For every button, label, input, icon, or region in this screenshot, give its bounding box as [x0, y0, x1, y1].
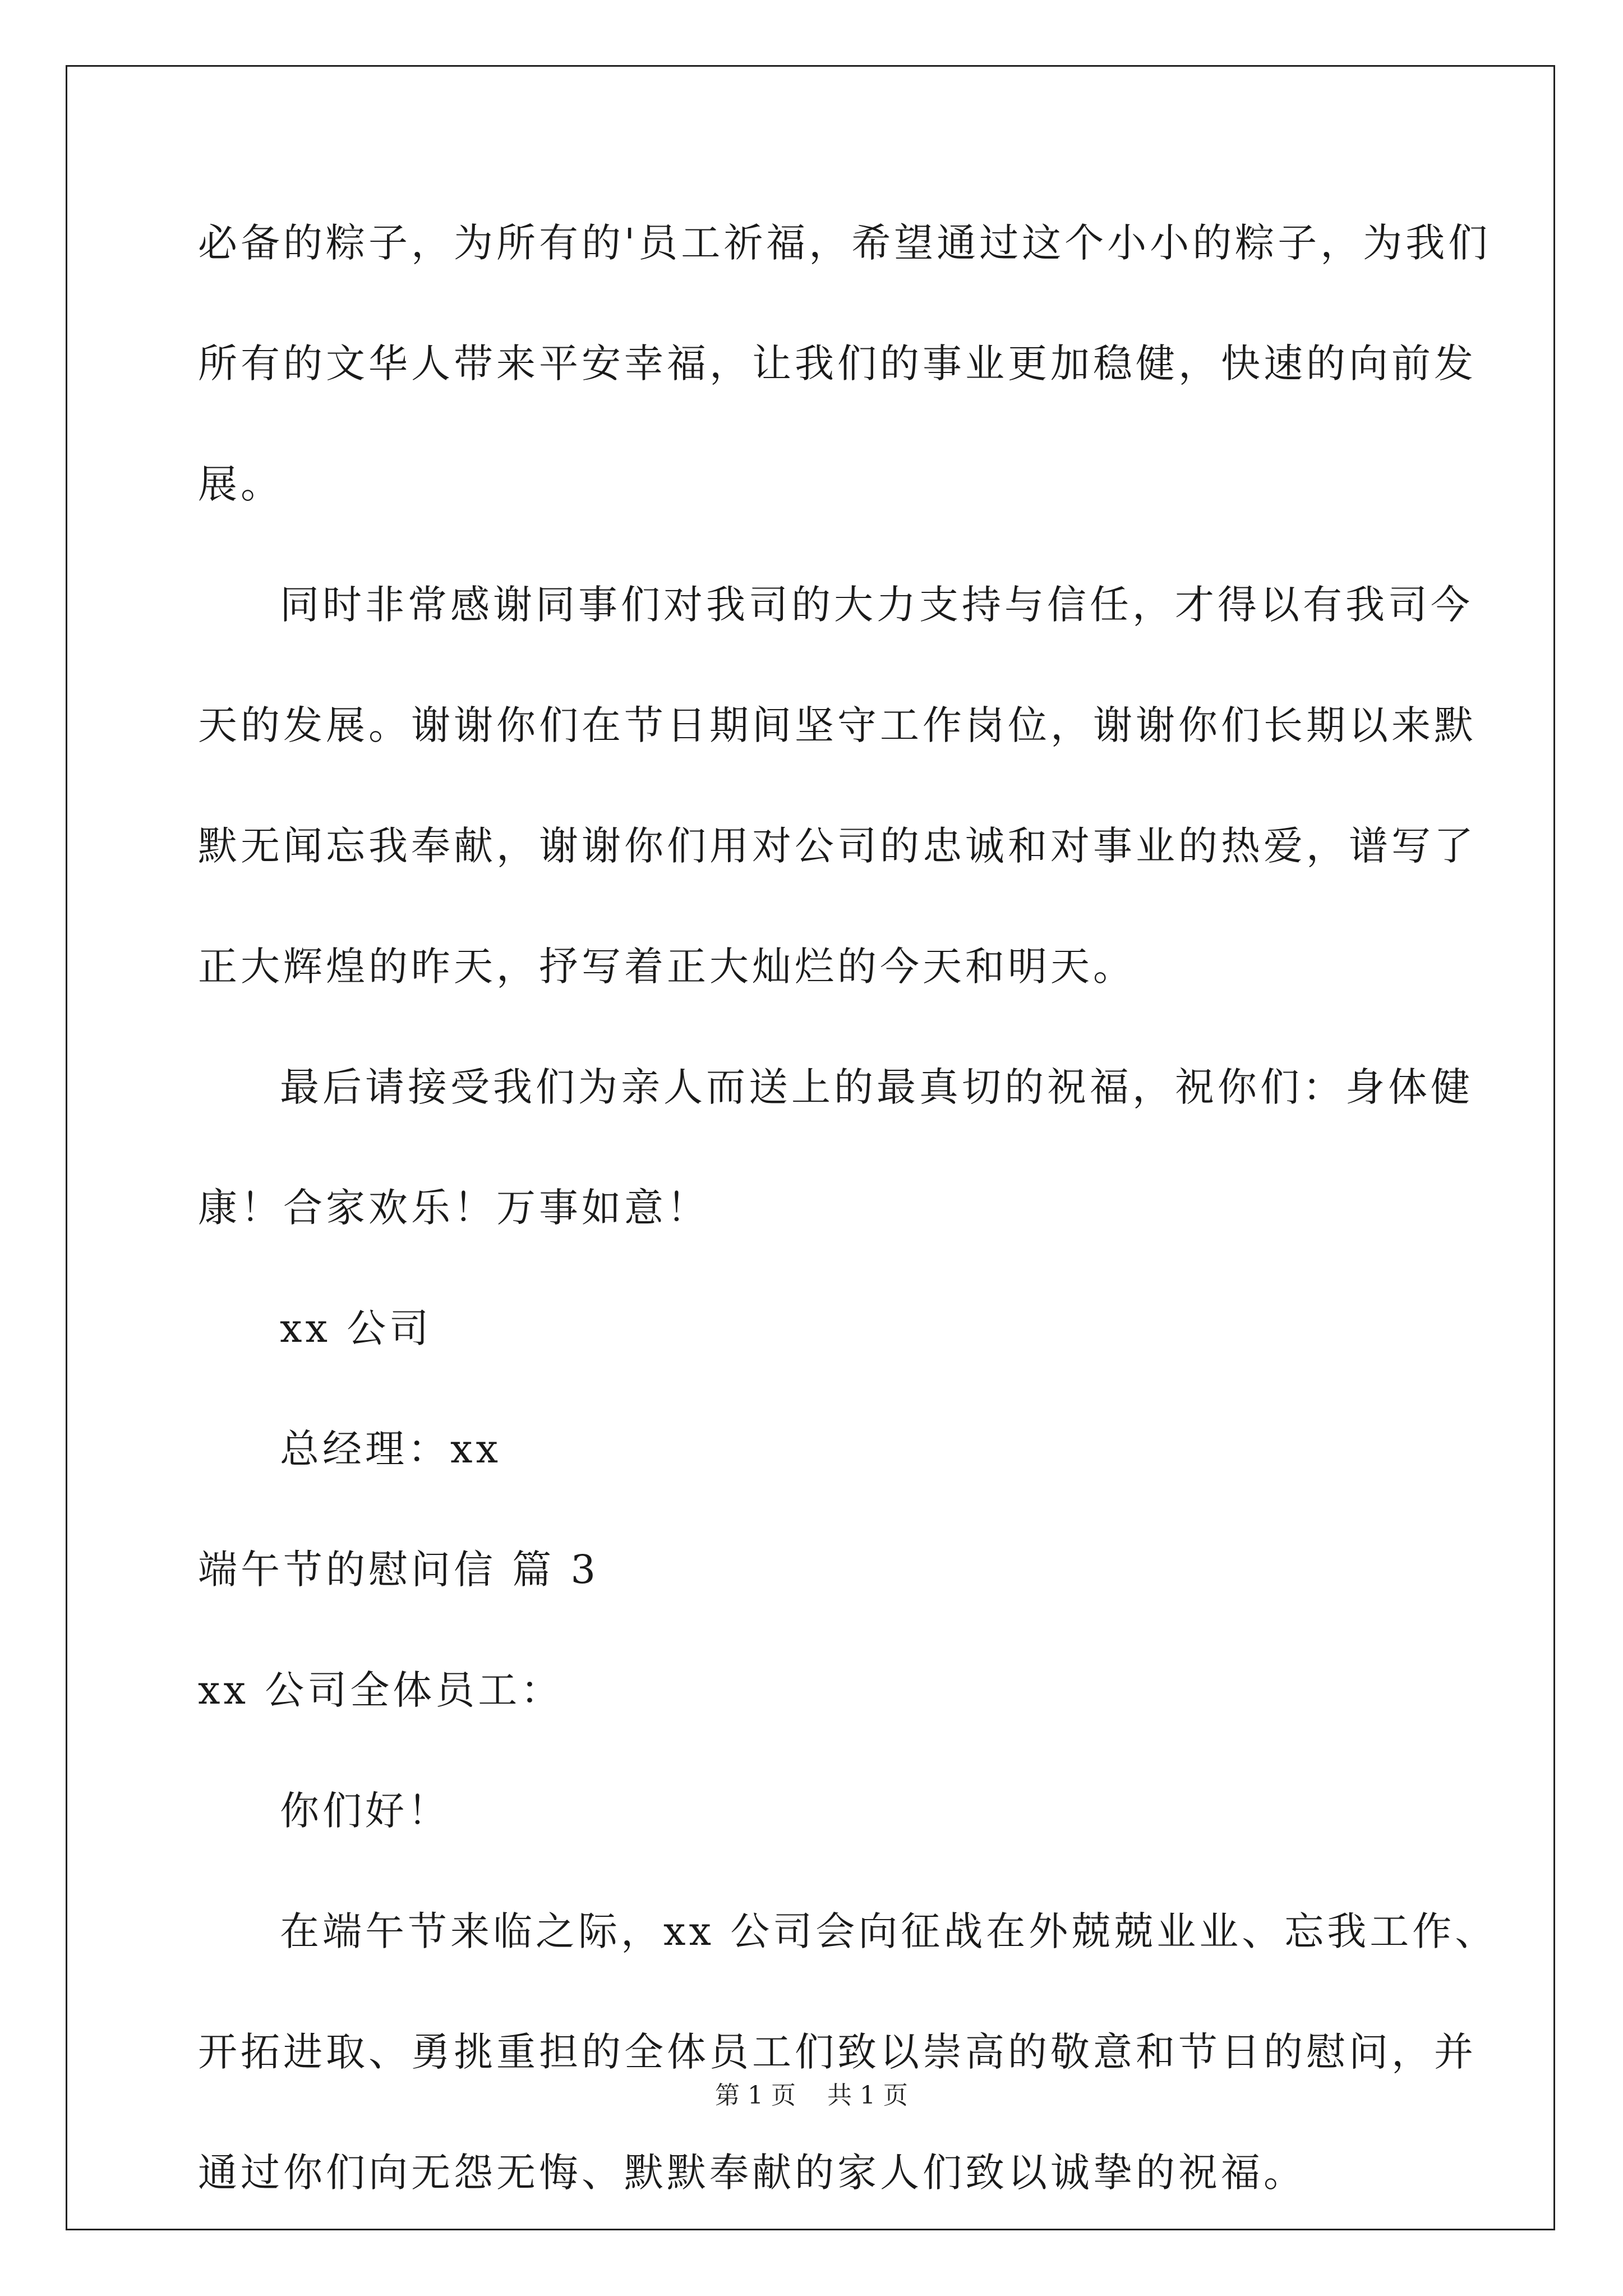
letter-salutation: xx 公司全体员工：: [198, 1667, 564, 1713]
paragraph-line: 同时非常感谢同事们对我司的大力支持与信任，才得以有我司今: [280, 582, 1473, 628]
greeting-line: 你们好！: [280, 1788, 450, 1834]
signature-manager: 总经理：xx: [280, 1426, 501, 1472]
paragraph-line: 通过你们向无怨无悔、默默奉献的家人们致以诚挚的祝福。: [198, 2150, 1306, 2196]
paragraph-line: 必备的粽子，为所有的'员工祈福，希望通过这个小小的粽子，为我们: [198, 220, 1491, 266]
section-heading: 端午节的慰问信 篇 3: [198, 1547, 600, 1593]
paragraph-line: 天的发展。谢谢你们在节日期间坚守工作岗位，谢谢你们长期以来默: [198, 702, 1477, 748]
paragraph-line: 正大辉煌的昨天，抒写着正大灿烂的今天和明天。: [198, 944, 1136, 990]
signature-company: xx 公司: [280, 1305, 432, 1351]
paragraph-line: 康！合家欢乐！万事如意！: [198, 1185, 709, 1231]
paragraph-line: 展。: [198, 461, 283, 507]
paragraph-line: 所有的文华人带来平安幸福，让我们的事业更加稳健，快速的向前发: [198, 341, 1477, 386]
document-body: [198, 216, 1498, 2266]
page-number-footer: 第 1 页 共 1 页: [715, 2081, 908, 2110]
paragraph-line: 开拓进取、勇挑重担的全体员工们致以崇高的敬意和节日的慰问，并: [198, 2029, 1477, 2075]
paragraph-line: 在端午节来临之际，xx 公司会向征战在外兢兢业业、忘我工作、: [280, 1908, 1498, 1954]
paragraph-line: 默无闻忘我奉献，谢谢你们用对公司的忠诚和对事业的热爱，谱写了: [198, 823, 1477, 869]
paragraph-line: 最后请接受我们为亲人而送上的最真切的祝福，祝你们：身体健: [280, 1064, 1473, 1110]
